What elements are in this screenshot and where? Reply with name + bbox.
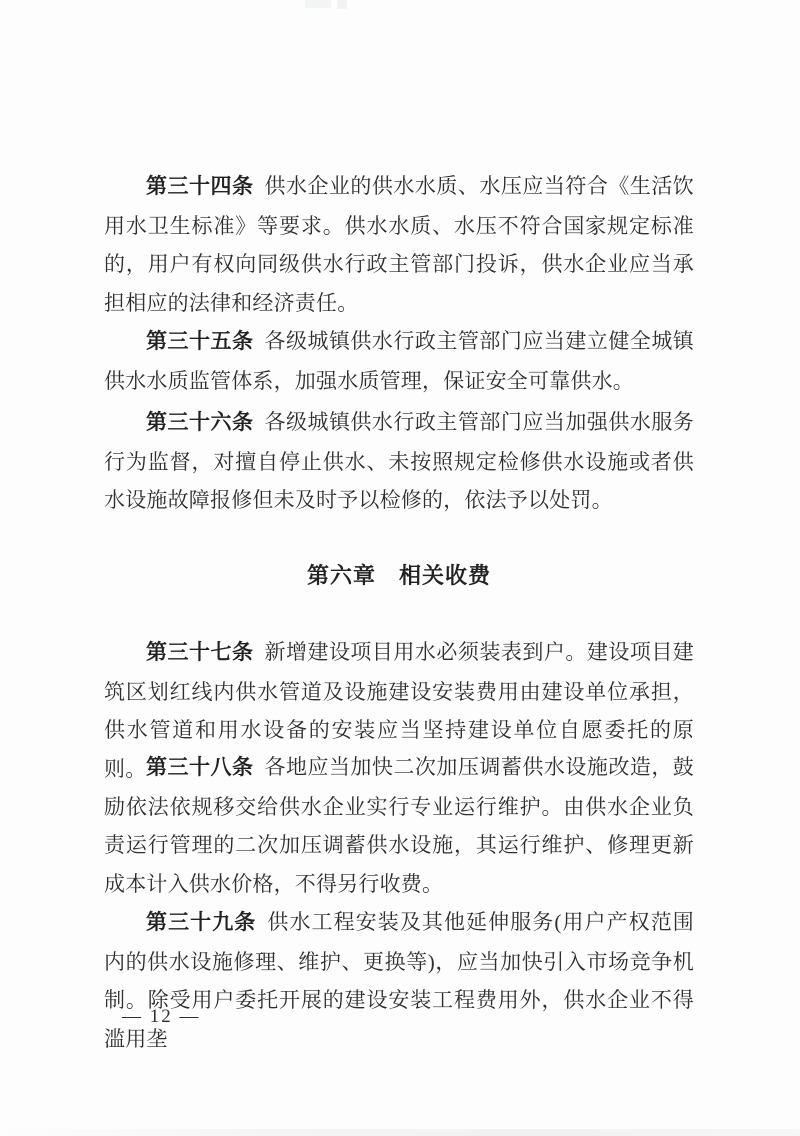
chapter-heading: 第六章 相关收费 xyxy=(306,563,491,589)
scan-artifact xyxy=(305,0,331,8)
article-number: 第三十九条 xyxy=(146,911,257,934)
article-paragraph xyxy=(104,403,694,520)
article-number: 第三十五条 xyxy=(146,330,254,353)
article-paragraph xyxy=(104,903,694,1058)
article-text: 供水企业的供水水质、水压应当符合《生活饮用水卫生标准》等要求。供水水质、水压不符合国家规定标准的，用户有权向同级供水行政主管部门投诉，供水企业应当承担相应的法律和经济责任。 xyxy=(104,174,695,315)
article-text: 各级城镇供水行政主管部门应当加强供水服务行为监督，对擅自停止供水、未按照规定检修供水设施或者供水设施故障报修但未及时予以检修的，依法予以处罚。 xyxy=(104,410,695,512)
article-paragraph xyxy=(104,167,694,322)
article-number: 第三十六条 xyxy=(146,411,254,434)
scan-artifact xyxy=(0,1129,800,1136)
article-paragraph xyxy=(104,322,694,400)
page-number-footer: — 12 — xyxy=(122,1006,201,1027)
article-number: 第三十八条 xyxy=(146,756,254,779)
article-text: 各级城镇供水行政主管部门应当建立健全城镇供水水质监管体系，加强水质管理，保证安全可靠供水。 xyxy=(104,329,695,393)
article-text: 新增建设项目用水必须装表到户。建设项目建筑区划红线内供水管道及设施建设安装费用由建设单位承担，供水管道和用水设备的安装应当坚持建设单位自愿委托的原则。 xyxy=(104,640,695,781)
article-text: 供水工程安装及其他延伸服务(用户产权范围内的供水设施修理、维护、更换等)，应当加快引入市场竞争机制。除受用户委托开展的建设安装工程费用外，供水企业不得滥用垄 xyxy=(104,910,694,1051)
article-paragraph xyxy=(104,748,694,903)
article-number: 第三十四条 xyxy=(146,175,254,198)
article-number: 第三十七条 xyxy=(146,641,254,664)
scan-artifact xyxy=(337,0,347,9)
article-text: 各地应当加快二次加压调蓄供水设施改造，鼓励依法依规移交给供水企业实行专业运行维护。由供水企业负责运行管理的二次加压调蓄供水设施，其运行维护、修理更新成本计入供水价格，不得另行收费。 xyxy=(104,755,695,896)
